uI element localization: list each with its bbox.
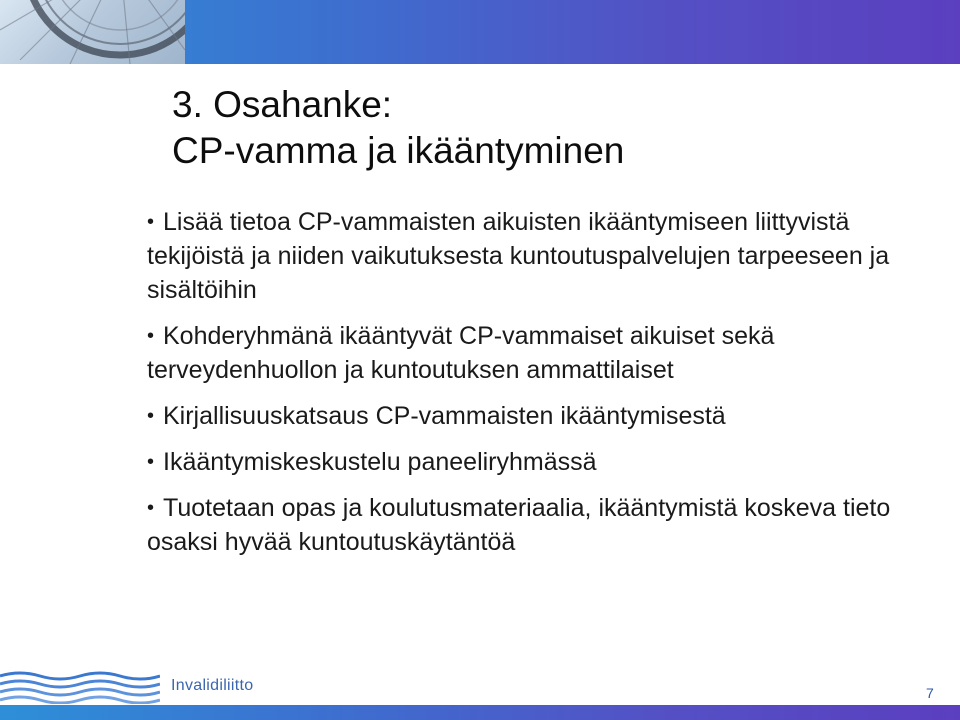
wheel-icon: [0, 0, 185, 64]
bullet-list: [147, 205, 937, 571]
bullet-text: Kirjallisuuskatsaus CP-vammaisten ikääntymisestä: [163, 402, 726, 430]
slide-title: [172, 82, 932, 174]
bullet-dot-icon: •: [147, 497, 155, 519]
wheelchair-wheel-photo: [0, 0, 185, 64]
wave-lines-icon: [0, 668, 160, 704]
bullet-dot-icon: •: [147, 405, 155, 427]
bullet-text: Ikääntymiskeskustelu paneeliryhmässä: [163, 448, 597, 476]
bullet-dot-icon: •: [147, 211, 155, 233]
bullet-item: [147, 445, 937, 479]
bullet-text: Kohderyhmänä ikääntyvät CP-vammaiset aikuiset sekä terveydenhuollon ja kuntoutuksen ammattilaiset: [147, 322, 775, 384]
bullet-dot-icon: •: [147, 325, 155, 347]
bullet-text: Tuotetaan opas ja koulutusmateriaalia, ikääntymistä koskeva tieto osaksi hyvää kuntoutuskäytäntöä: [147, 494, 891, 556]
page-number: 7: [926, 685, 934, 701]
slide-title-line-2: CP-vamma ja ikääntyminen: [172, 130, 625, 171]
bullet-item: [147, 205, 937, 307]
bullet-dot-icon: •: [147, 451, 155, 473]
organization-name: Invalidiliitto: [171, 677, 254, 694]
slide-title-line-1: 3. Osahanke:: [172, 84, 393, 125]
bullet-item: [147, 319, 937, 387]
footer-bar: [0, 705, 960, 720]
bullet-item: [147, 399, 937, 433]
bullet-item: [147, 491, 937, 559]
top-banner: [0, 0, 960, 64]
bullet-text: Lisää tietoa CP-vammaisten aikuisten ikääntymiseen liittyvistä tekijöistä ja niiden vaikutuksesta kuntoutuspalvelujen tarpeeseen ja sisältöihin: [147, 208, 890, 304]
